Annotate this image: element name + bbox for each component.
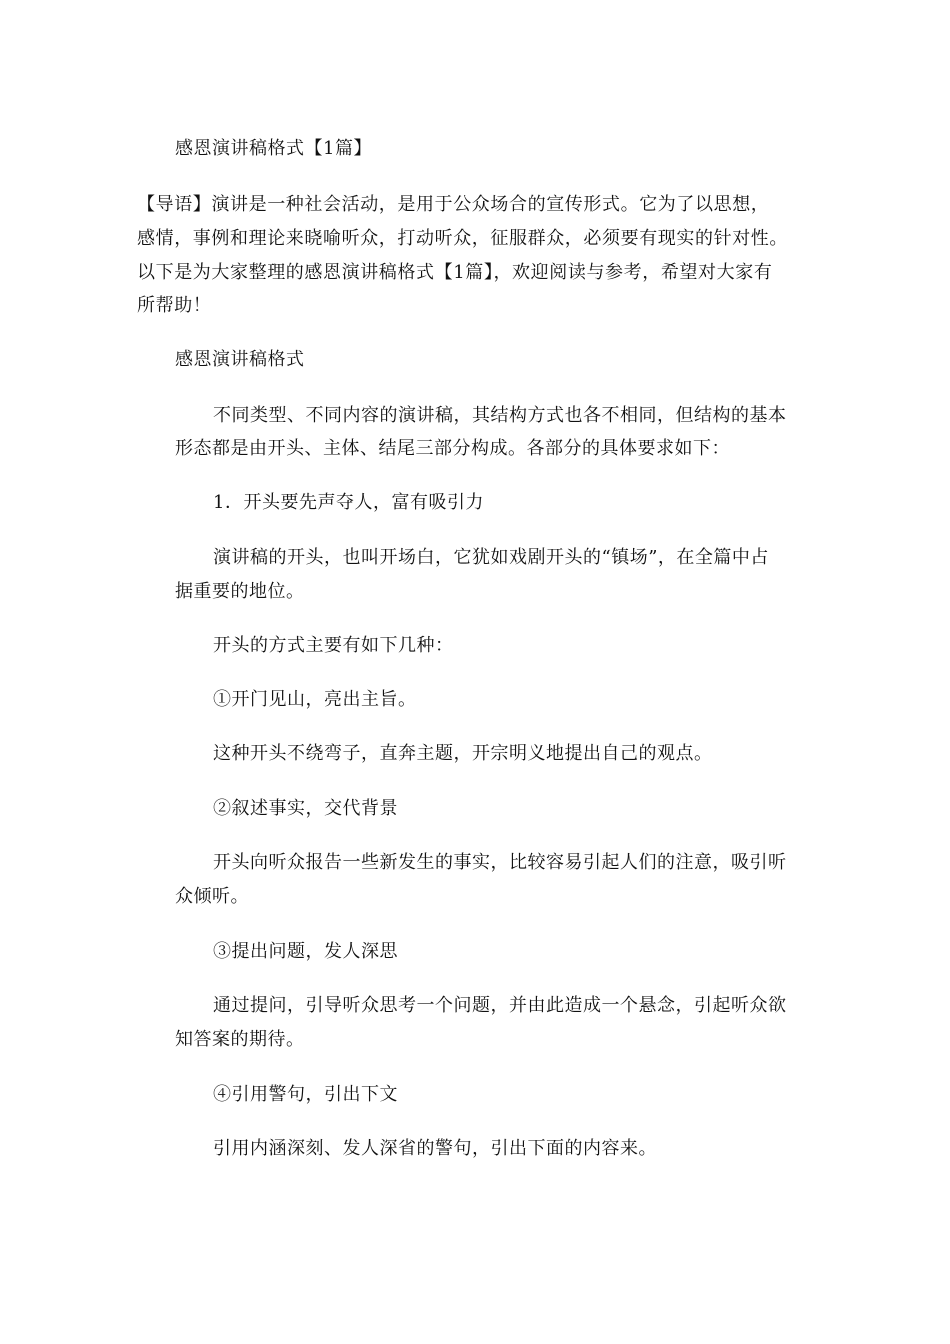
opening-line-2: 据重要的地位。 <box>175 581 305 602</box>
opening-line-1: 演讲稿的开头，也叫开场白，它犹如戏剧开头的“镇场”，在全篇中占 <box>213 547 769 568</box>
intro-line-1: 【导语】演讲是一种社会活动，是用于公众场合的宣传形式。它为了以思想， <box>137 194 770 215</box>
method-3-desc-line-2: 知答案的期待。 <box>175 1029 305 1050</box>
intro-line-4: 所帮助！ <box>137 295 212 316</box>
item-1-heading: 1．开头要先声夺人，富有吸引力 <box>213 492 484 513</box>
method-3-desc-line-1: 通过提问，引导听众思考一个问题，并由此造成一个悬念，引起听众欲 <box>213 995 787 1016</box>
method-1-desc: 这种开头不绕弯子，直奔主题，开宗明义地提出自己的观点。 <box>213 743 713 764</box>
intro-line-3: 以下是为大家整理的感恩演讲稿格式【1篇】，欢迎阅读与参考，希望对大家有 <box>137 262 773 283</box>
intro-line-2: 感情，事例和理论来晓喻听众，打动听众，征服群众，必须要有现实的针对性。 <box>137 228 788 249</box>
method-3-title: ③提出问题，发人深思 <box>213 941 398 962</box>
method-2-title: ②叙述事实，交代背景 <box>213 798 398 819</box>
section-heading: 感恩演讲稿格式 <box>175 349 305 370</box>
document-title: 感恩演讲稿格式【1篇】 <box>175 138 372 159</box>
structure-line-1: 不同类型、不同内容的演讲稿，其结构方式也各不相同，但结构的基本 <box>213 405 787 426</box>
methods-intro: 开头的方式主要有如下几种： <box>213 635 454 656</box>
method-4-title: ④引用警句，引出下文 <box>213 1084 398 1105</box>
method-4-desc: 引用内涵深刻、发人深省的警句，引出下面的内容来。 <box>213 1138 657 1159</box>
method-1-title: ①开门见山，亮出主旨。 <box>213 689 417 710</box>
structure-line-2: 形态都是由开头、主体、结尾三部分构成。各部分的具体要求如下： <box>175 438 730 459</box>
method-2-desc-line-1: 开头向听众报告一些新发生的事实，比较容易引起人们的注意，吸引听 <box>213 852 787 873</box>
method-2-desc-line-2: 众倾听。 <box>175 886 249 907</box>
